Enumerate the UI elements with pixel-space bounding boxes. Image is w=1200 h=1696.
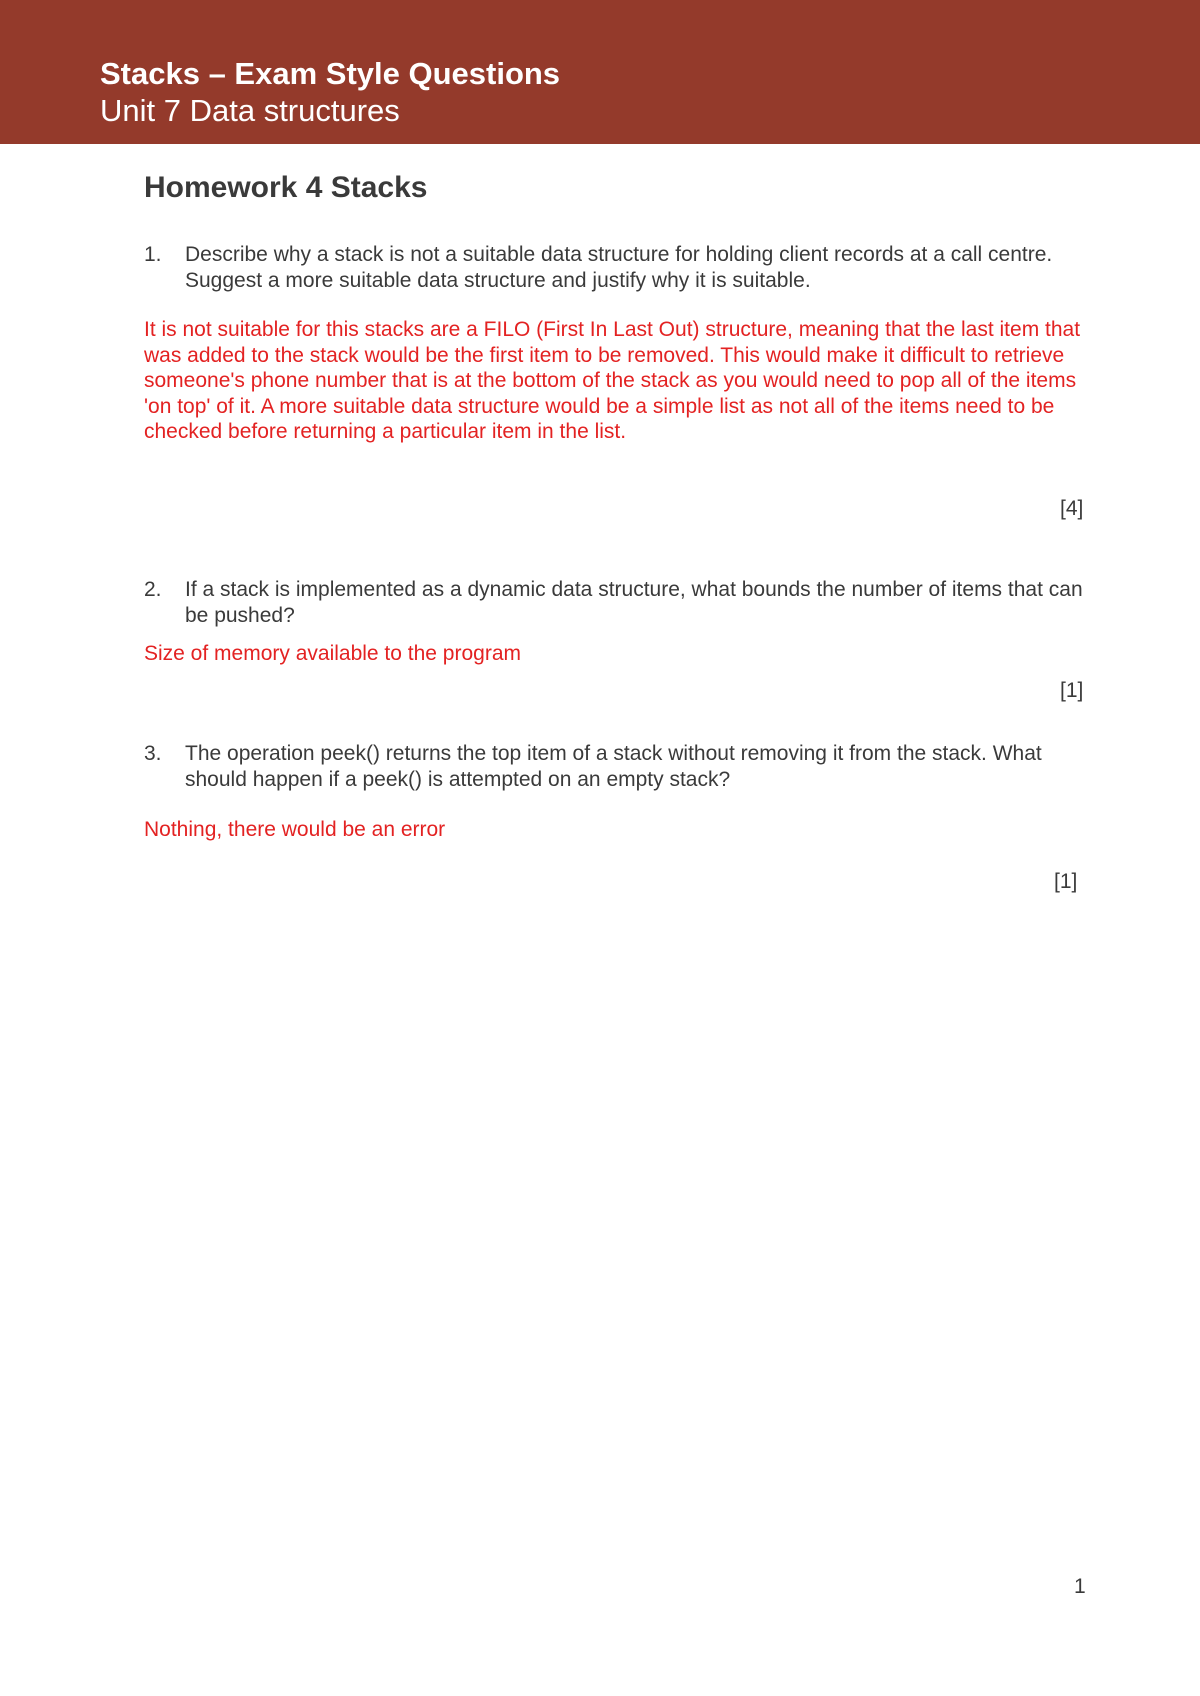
question-number: 2. <box>144 578 162 601</box>
question-text: Describe why a stack is not a suitable data structure for holding client records at a call centre. Suggest a more suitable data structure and justify why it is suitable. <box>185 243 1053 292</box>
question-3 <box>144 741 1084 792</box>
question-number: 3. <box>144 742 162 765</box>
header-band <box>0 0 1200 144</box>
page-number: 1 <box>1074 1575 1086 1598</box>
marks-2: [1] <box>1060 679 1084 702</box>
document-subtitle: Unit 7 Data structures <box>100 93 400 128</box>
marks-3: [1] <box>1054 870 1078 893</box>
page-heading: Homework 4 Stacks <box>144 171 428 204</box>
document-title: Stacks – Exam Style Questions <box>100 56 561 91</box>
question-text: The operation peek() returns the top item of a stack without removing it from the stack. What should happen if a peek() is attempted on an empty stack? <box>185 742 1042 791</box>
question-text: If a stack is implemented as a dynamic data structure, what bounds the number of items that can be pushed? <box>185 578 1083 627</box>
answer-1: It is not suitable for this stacks are a FILO (First In Last Out) structure, meaning that the last item that was added to the stack would be the first item to be removed. This would make it difficult to retrieve someone's phone number that is at the bottom of the stack as you would need to pop all of the items 'on top' of it. A more suitable data structure would be a simple list as not all of the items need to be checked before returning a particular item in the list. <box>144 318 1081 443</box>
answer-3: Nothing, there would be an error <box>144 818 446 841</box>
marks-1: [4] <box>1060 497 1084 520</box>
question-1 <box>144 242 1084 293</box>
question-number: 1. <box>144 243 162 266</box>
answer-2: Size of memory available to the program <box>144 642 522 665</box>
question-2 <box>144 577 1084 628</box>
